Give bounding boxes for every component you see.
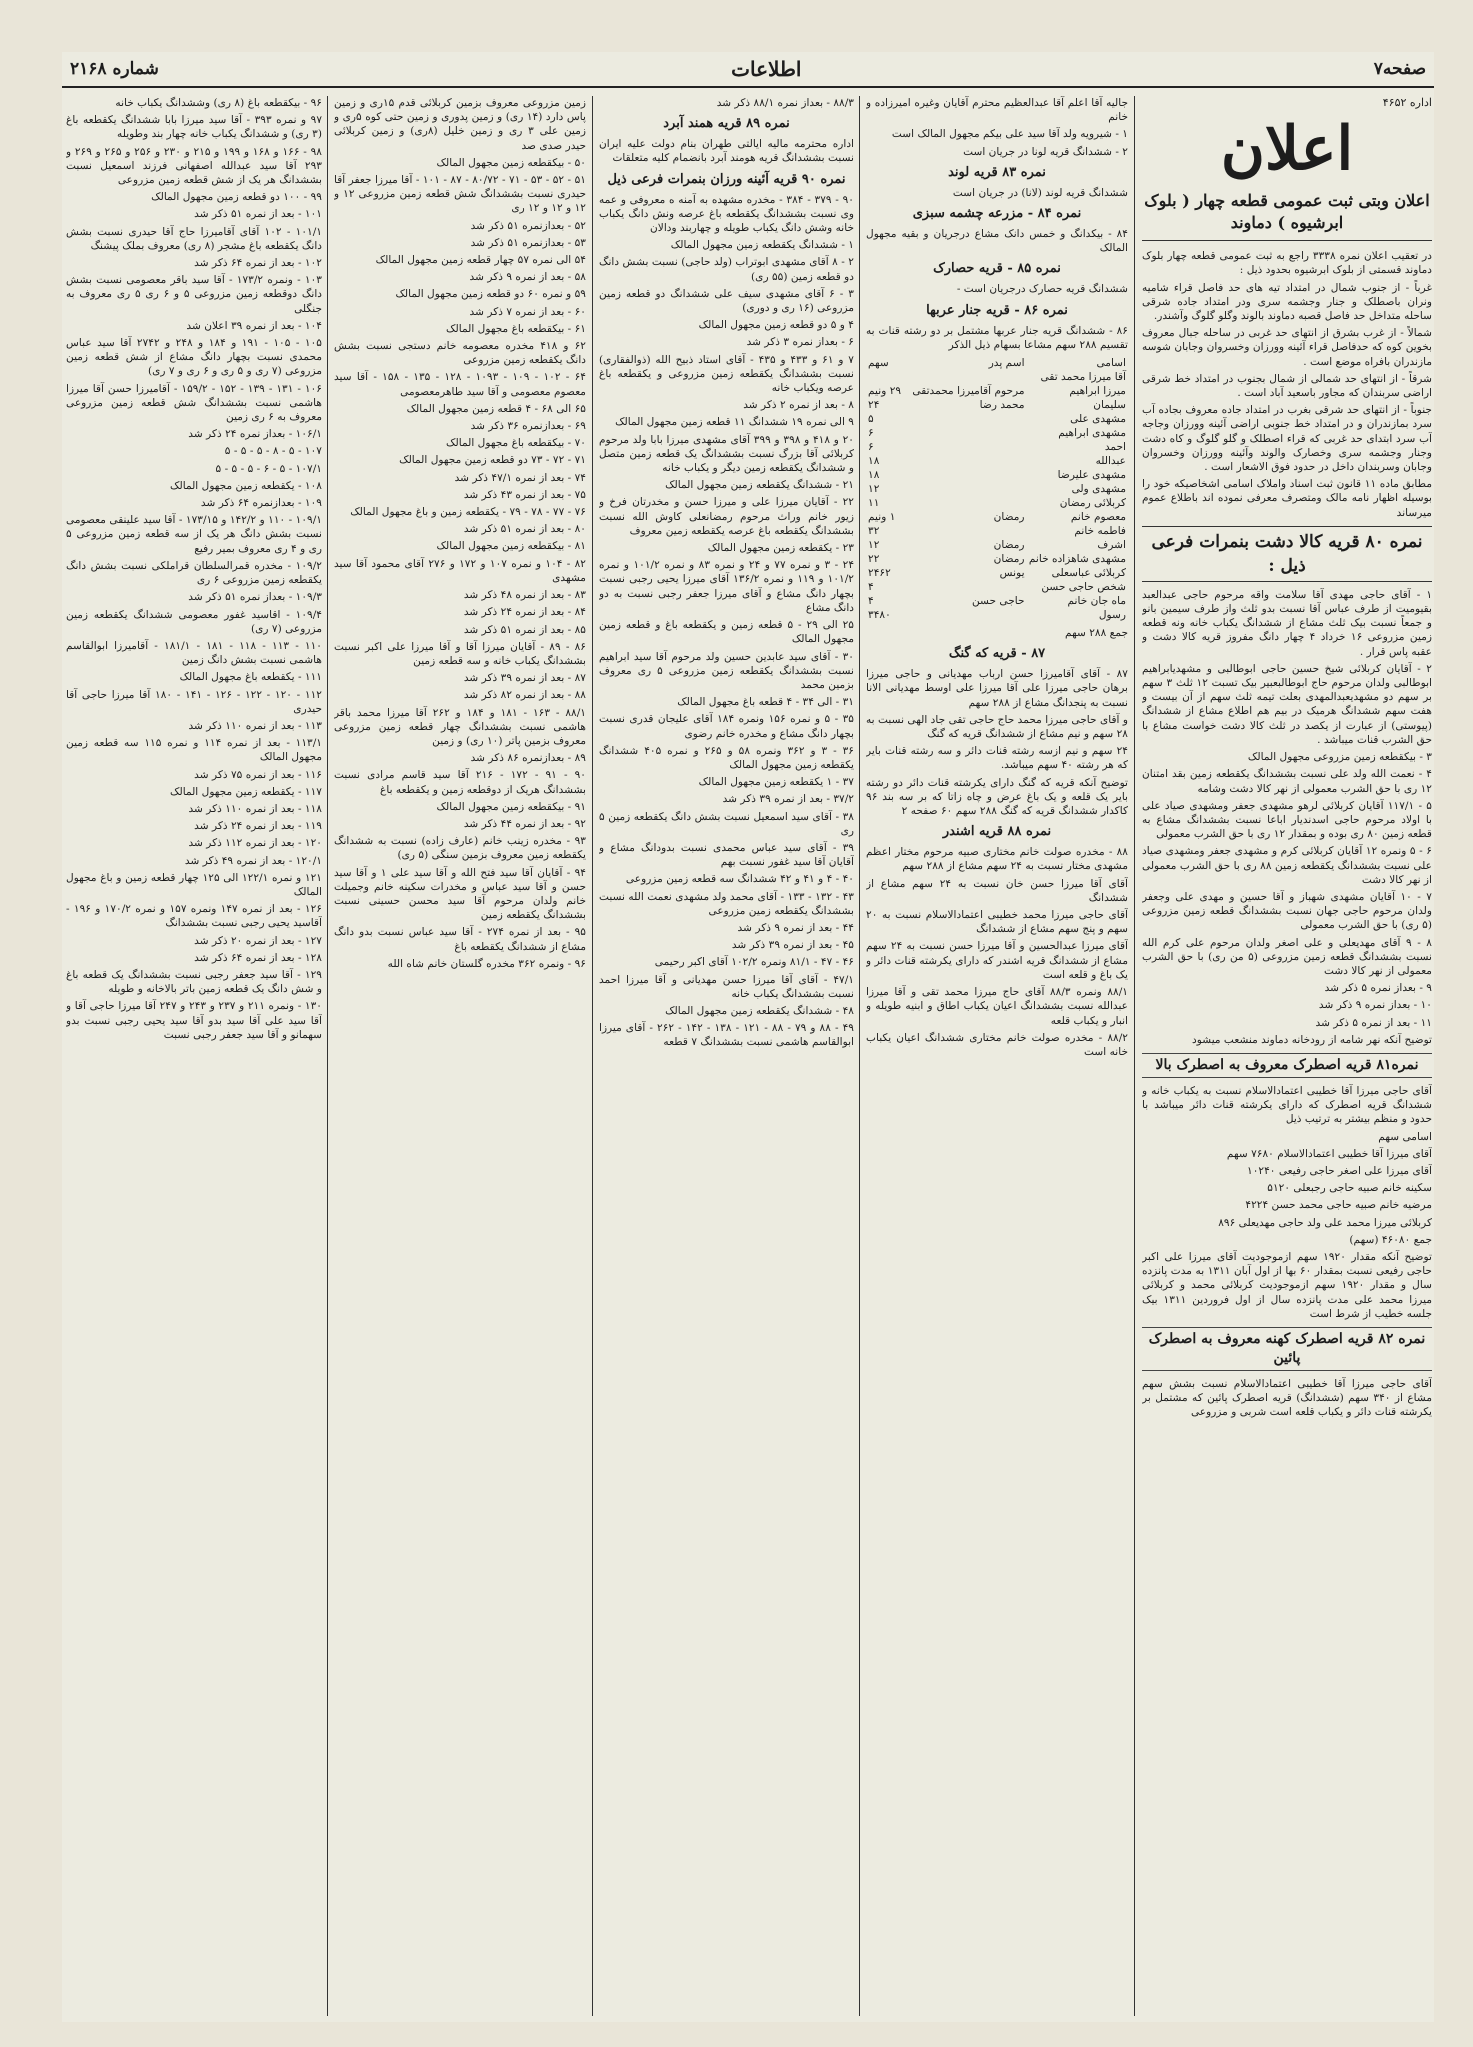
table-header-cell: سهم [868, 357, 889, 370]
table-cell [910, 412, 1027, 426]
list-item: ۳۷/۲ - بعد از نمره ۳۹ ذکر شد [722, 793, 854, 806]
list-item: ۵۴ الی نمره ۵۷ چهار قطعه زمین مجهول المالک [375, 254, 586, 267]
list-item: ۴۷/۱ - آقای آقا میرزا حسن مهدیانی و آقا میرزا احمد نسبت بششدانگ یکباب خانه [599, 973, 854, 1000]
list-item: آقای حاجی میرزا آقا خطیبی اعتمادالاسلام نسبت بشش سهم مشاع از ۳۴۰ سهم (ششدانگ) قریه اصطرک پائین که مشتمل بر یکرشته قنات دائر و یکباب قلعه است شربی و مزروعی [1142, 1378, 1432, 1419]
list-item: ۹۶ - بیکقطعه باغ (۸ ری) وششدانگ یکباب خانه [115, 97, 322, 109]
table-row [866, 440, 1128, 454]
list-item: ۴۰ - ۴ و ۴۱ و ۴۲ ششدانگ سه قطعه زمین مزروعی [625, 873, 854, 886]
advert-number: اداره ۴۶۵۲ [1382, 96, 1432, 109]
list-item: ۸ - ۹ آقای مهدیعلی و علی اصغر ولدان مرحوم علی کرم الله نسبت بششدانگ قطعه زمین مزروعی (۵ من ری) با حق الشرب معمولی از نهر کالا دشت [1142, 936, 1432, 977]
list-item: آقای آقا میرزا حسن خان نسبت به ۲۴ سهم مشاع از ششدانگ [866, 877, 1128, 904]
table-cell: ۳۲ [868, 525, 880, 538]
list-item: ۴ و ۵ دو قطعه زمین مجهول المالک [698, 319, 854, 332]
column-rule [327, 96, 328, 2016]
table-cell: مشهدی علی [1070, 413, 1126, 426]
list-item: توضیح آنکه نهر شامه از رودخانه دماوند منشعب میشود [1192, 1033, 1432, 1046]
section-heading: نمره ۸۸ قریه اشندر [942, 824, 1052, 840]
list-item: ۸۵ - بعد از نمره ۵۱ ذکر شد [463, 623, 586, 636]
list-item: ۷۰ - بیکقطعه باغ مجهول المالک [446, 437, 586, 450]
table-cell: معصوم خانم [1070, 511, 1126, 524]
table-row [866, 482, 1128, 496]
table-row [866, 468, 1128, 482]
table-row [866, 566, 1128, 580]
table-cell [910, 370, 1027, 384]
item-list [66, 96, 322, 1042]
list-item: ۷ و ۶۱ و ۴۳۳ و ۴۳۵ - آقای استاد ذبیح الله (ذوالفقاری) نسبت بششدانگ یکقطعه زمین مزروعی و یکقطعه باغ عرصه ویکباب خانه [599, 353, 854, 395]
column-1 [1142, 96, 1432, 2016]
table-cell: ۱۸ [868, 469, 880, 482]
list-item: ۸۸/۱ ونمره ۸۸/۳ آقای حاج میرزا محمد تقی و آقا میرزا عبدالله نسبت بششدانگ اعیان یکباب اطاق و ابنیه طویله و انبار و یکباب قلعه [866, 986, 1128, 1027]
list-item: ۱۰۵ - ۱۰۵ - ۱۹۱ و ۱۸۴ و ۲۴۸ و ۲۷۴۲ آقا سید عباس محمدی نسبت بچهار دانگ مشاع از شش قطعه زمین مزروعی (۷ ری و ۵ ری و ۶ ری و ۷ ری) [66, 337, 322, 378]
list-item: آقای حاجی میرزا محمد خطیبی اعتمادالاسلام نسبت به ۲۰ سهم و پنج سهم مشاع از ششدانگ [866, 909, 1128, 936]
table-row [866, 398, 1128, 412]
list-item: ۳۹ - آقای سید عباس محمدی نسبت بدودانگ مشاع و آقایان آقا سید غفور نسبت بهم [599, 841, 854, 869]
table-cell: ۱ ونیم [868, 511, 896, 524]
list-item: ۷۶ - ۷۷ - ۷۸ - ۷۹ - یکقطعه زمین و باغ مجهول المالک [350, 506, 586, 519]
list-item: ۱۰۶/۱ - بعداز نمره ۲۴ ذکر شد [188, 428, 322, 441]
table-cell: کربلائی عباسعلی [1051, 567, 1126, 580]
list-item: ۱۲۰ - بعد از نمره ۱۱۲ ذکر شد [188, 837, 322, 850]
section-heading: نمره ۸۵ - قریه حصارک [933, 261, 1061, 277]
list-item: ۸۸/۳ - بعداز نمره ۸۸/۱ ذکر شد [716, 97, 854, 109]
table-cell: ماه جان خانم [1067, 595, 1126, 608]
list-item: ۱۲۹ - آقا سید جعفر رجبی نسبت بششدانگ یک قطعه باغ و شش دانگ یک قطعه زمین باتر بالاخانه و طویله [66, 968, 322, 996]
table-row [866, 538, 1128, 552]
list-item: ۱۰۴ - بعد از نمره ۳۹ اعلان شد [186, 319, 322, 332]
item-list [334, 96, 586, 971]
table-row [866, 496, 1128, 510]
table-cell: ۶ [868, 441, 874, 454]
list-item: ۴۵ - بعد از نمره ۳۹ ذکر شد [731, 939, 854, 952]
list-item: ۳ - بیکقطعه زمین مزروعی مجهول المالک [1247, 751, 1432, 764]
list-item: ۲۳ - یکقطعه زمین مجهول المالک [707, 542, 854, 555]
list-item: آقای میرزا علی اصغر حاجی رفیعی ۱۰۲۴۰ [1247, 1164, 1432, 1177]
list-item: ۹۴ - آقایان آقا سید فتح الله و آقا سید علی ۱ و آقا سید حسن و آقا سید عباس و مخدرات سکینه خانم وجمیلت خانم ولدان مرحوم آقا سید محسن حسینی نسبت بششدانگ یکقطعه زمین [334, 866, 586, 922]
list-item: آقای میرزا آقا خطیبی اعتمادالاسلام ۷۶۸۰ سهم [1226, 1147, 1432, 1160]
list-item: ۹۰ - ۹۱ - ۱۷۲ - ۲۱۶ آقا سید قاسم مرادی نسبت بششدانگ هریک از دوقطعه زمین و یکقطعه باغ [334, 769, 586, 796]
list-item: ۱۰۹ - بعدازنمره ۶۴ ذکر شد [200, 497, 322, 510]
list-item: ۸۹ - بعدازنمره ۸۶ ذکر شد [470, 752, 586, 765]
table-cell [866, 370, 910, 384]
paper-name: اطلاعات [731, 57, 802, 81]
column-rule [1134, 96, 1135, 2016]
list-item: ۹ - بعداز نمره ۵ ذکر شد [1324, 982, 1432, 995]
table-row [866, 510, 1128, 524]
list-item: ۱۰۲ - بعد از نمره ۶۴ ذکر شد [194, 257, 322, 270]
list-item: ۵ - ۱۱۷/۱ آقایان کربلائی لرهو مشهدی جعفر ومشهدی صیاد علی با اولاد مرحوم حاجی اسدندیار اباعا نسبت بششدانگ مشاع به قطعه زمین ۸۰ ری بوده و بمقدار ۱۲ ری با حق الشرب معمولی [1142, 799, 1432, 841]
list-item: ۲ - ۸ آقای مشهدی ابوتراب (ولد حاجی) نسبت بشش دانگ دو قطعه زمین (۵۵ ری) [599, 256, 854, 283]
list-item: ۶ - ۵ ونمره ۱۲ آقایان کربلائی کرم و مشهدی جعفر ومشهدی صیاد علی نسبت بششدانگ یکقطعه زمین ۸۸ ری با حق الشرب معمولی از نهر کالا دشت [1142, 845, 1432, 886]
list-item: ۸۸/۲ - مخدره صولت خانم مختاری ششدانگ اعیان یکباب خانه است [866, 1031, 1128, 1058]
table-cell: مشهدی علیرضا [1057, 469, 1126, 482]
table-cell: اشرف [1097, 539, 1126, 552]
list-item: ۶۴ - ۱۰۲ - ۱۰۹ - ۱۰۹۳ - ۱۲۸ - ۱۳۵ - ۱۵۸ - آقا سید معصوم معصومی و آقا سید طاهرمعصومی [334, 371, 586, 398]
list-item: ۱۰۹/۲ - مخدره قمرالسلطان قراملکی نسبت بشش دانگ یکقطعه زمین مزروعی ۶ ری [66, 559, 322, 587]
table-cell: عبدالله [1095, 455, 1126, 468]
list-item: ۸۸ - بعد از نمره ۸۲ ذکر شد [463, 689, 586, 702]
list-item: ۱۰ - بعداز نمره ۹ ذکر شد [1318, 999, 1432, 1012]
table-row [866, 580, 1128, 594]
list-item: ۱ - آقای حاجی مهدی آقا سلامت واقه مرحوم حاجی عبدالعبد بقیومیت از طرف عباس آقا نسبت بدو ثلث واز طرف سیمین بانو و جمعاً نسبت بیک ثلث مشاع از ششدانگ یکباب خانه ونه قطعه زمین مزروعی ۱۶ خرداد ۴ چهار دانگ مفروز قریه کالا دشت و عقبه پاس قرار . [1142, 588, 1432, 658]
column-rule [592, 96, 593, 2016]
list-item: ۱۱۶ - بعد از نمره ۷۵ ذکر شد [194, 768, 322, 781]
list-item: ۸۱ - بیکقطعه زمین مجهول المالک [436, 540, 586, 553]
table-cell: ۱۲ [868, 539, 880, 552]
newspaper-page [62, 52, 1434, 2022]
intro-paragraph: مطابق ماده ۱۱ قانون ثبت اسناد واملاک اسامی اشخاصیکه خود را بوسیله اظهار نامه مالک ومتصرف معرفی نموده اند باطلاع عموم میرساند [1142, 478, 1432, 519]
list-item: ۶۹ - بعدازنمره ۳۶ ذکر شد [470, 420, 586, 433]
intro-paragraph: غرباً - از جنوب شمال در امتداد تیه های حد فاصل قراء شامیه ونران باصطلک و جنار وجشمه سری ودر امتداد جاده شرقی ساحله متداخل حد فاصل قصبه دماوند بالوند وگلو گلوگ وآشندر. [1142, 281, 1432, 323]
list-item: ۶۵ الی ۶۸ - ۴ قطعه زمین مجهول المالک [406, 402, 586, 415]
table-row [866, 384, 1128, 398]
list-item: ۱۳۰ - ونمره ۲۱۱ و ۲۳۷ و ۲۴۳ و ۲۴۷ آقا میرزا حاجی آقا و آقا سید علی آقا سید بدو آقا سید یحیی رجبی نسبت بدو سهمانو و آقا سید جعفر رجبی نسبت [66, 1000, 322, 1041]
list-item: ششدانگ قریه حصارک درجریان است - [956, 283, 1128, 296]
list-item: ۷۴ - بعد از نمره ۴۷/۱ ذکر شد [454, 471, 586, 484]
table-cell: میرزا ابراهیم [1069, 385, 1126, 398]
table-cell: ۲۲ [868, 553, 880, 566]
section-heading: نمره ۹۰ قریه آئینه ورزان بنمرات فرعی ذیل [607, 171, 846, 187]
item-list [599, 193, 854, 1050]
list-item: ۹۸ - ۱۶۶ و ۱۶۸ و ۱۹۹ و ۲۱۵ و ۲۳۰ و ۲۵۶ و ۲۶۵ و ۲۶۹ و ۲۹۳ آقا سید عبدالله اصفهانی فرزند اسمعیل نسبت بششدانگ هر یک از شش قطعه زمین مزروعی [66, 145, 322, 187]
table-cell: ۳۴۸۰ [868, 609, 891, 622]
list-item: ۸۸/۱ - ۱۶۳ - ۱۸۱ و ۱۸۴ و ۲۶۲ آقا میرزا محمد باقر هاشمی نسبت بششدانگ چهار قطعه زمین مزروعی معروف بزمین پاتر (۱۰ ری) و زمین [334, 706, 586, 747]
intro-paragraph: در تعقیب اعلان نمره ۳۳۳۸ راجع به ثبت عمومی قطعه چهار بلوک دماوند قسمتی از بلوک ابرشیوه بحدود ذیل : [1142, 250, 1432, 277]
list-item: ۱۲۸ - بعد از نمره ۶۴ ذکر شد [194, 951, 322, 964]
list-item: ۱۱ - بعد از نمره ۵ ذکر شد [1315, 1016, 1432, 1029]
table-cell: ۱۸ [868, 455, 880, 468]
list-item: ۸۶ - ۸۹ - آقایان میرزا آقا و آقا میرزا علی اکبر نسبت بششدانگ یکباب خانه و سه قطعه زمین [334, 640, 586, 667]
table-cell: ۲۴۶۲ [868, 567, 891, 580]
list-item: ۱۱۱ - یکقطعه باغ مجهول المالک [179, 671, 322, 684]
section-heading: نمره ۸۹ قریه همند آبرد [663, 116, 790, 132]
table-header-cell: اسم پدر [988, 357, 1025, 370]
list-item: ۱۰۹/۳ - بعداز نمره ۵۱ ذکر شد [188, 591, 322, 604]
list-item: ۲۴ - ۳ و نمره ۷۷ و ۲۴ و نمره ۸۳ و نمره ۱۰۱/۲ و نمره ۱۰۱/۲ و ۱۱۹ و نمره ۱۳۶/۲ آقای میرزا یحیی رجبی نسبت بچهار دانگ مشاع و آقای میرزا جعفر رجبی نسبت به دو دانگ مشاع [599, 559, 854, 614]
list-item: ۸۳ - بعد از نمره ۴۸ ذکر شد [463, 589, 586, 602]
table-row [866, 454, 1128, 468]
list-item: ۱ - شیرویه ولد آقا سید علی بیکم مجهول المالک است [891, 128, 1128, 141]
list-item: ۱۰۶ - ۱۳۱ - ۱۳۹ - ۱۵۲ - ۱۵۹/۲ - آقامیرزا حسن آقا میرزا هاشمی نسبت بششدانگ شش قطعه زمین مزروعی معروف به ۶ ری زمین [66, 382, 322, 424]
list-item: ۲۵ الی ۲۹ - ۵ قطعه زمین و یکقطعه باغ و قطعه زمین مجهول المالک [599, 619, 854, 646]
table-cell: کربلائی رمضان [1059, 497, 1126, 510]
list-item: آقای میرزا عبدالحسین و آقا میرزا حسن نسبت به ۲۴ سهم مشاع از ششدانگ قریه اشندر که دارای یکرشته قنات دائر و یک باغ و قلعه است [866, 940, 1128, 981]
list-item: ۳۵ - ۵ و نمره ۱۵۶ ونمره ۱۸۴ آقای علیجان قدری نسبت بچهار دانگ مشاع و مخدره خانم رضوی [599, 713, 854, 740]
table-cell: حاجی حسن [971, 595, 1025, 608]
section-heading: نمره ۸۴ - مزرعه چشمه سبزی [912, 206, 1082, 222]
table-cell [910, 440, 1027, 454]
list-item: آقای حاجی میرزا آقا خطیبی اعتمادالاسلام نسبت به یکباب خانه و ششدانگ قریه اصطرک که دارای یکرشته قنات دائر میباشد با حدود و منظم بیشتر به ترتیب ذیل [1142, 1084, 1432, 1126]
list-item: ۱۲۱ و نمره ۱۲۲/۱ الی ۱۲۵ چهار قطعه زمین و باغ مجهول المالک [66, 871, 322, 898]
list-item: ۴۹ - ۸۸ و ۷۹ - ۸۸ - ۱۲۱ - ۱۳۸ - ۱۴۲ - ۲۶۲ - آقای میرزا ابوالقاسم هاشمی نسبت بششدانگ ۷ قطعه [599, 1022, 854, 1049]
list-item: ۱۲۶ - بعد از نمره ۱۴۷ ونمره ۱۵۷ و نمره ۱۷۰/۲ و ۱۹۶ - آقاسید یحیی رجبی نسبت بششدانگ [66, 903, 322, 930]
list-item: ۲ - آقایان کربلائی شیخ حسین حاجی ابوطالبی و مشهدیابراهیم ابوطالبی ولدان مرحوم حاج ابوطالبعبیر بیک تسبت ۱۲ ثلث ۳ سهم بر سهم دو مشهدیعبدالمهدی بعلت تیمه ثلث سهم از آن بیست و هفت سهم ششدانگ هرمیک در بیم هم اطلاع مشاع از ششدانگ (پیوستی) از عبارت از یکصد در ثلث کالا دشت خواست مشاع با حق الشرب قنات میباشد . [1142, 662, 1432, 746]
section-heading: نمره ۸۳ قریه لوند [948, 164, 1046, 180]
list-item: سکینه خانم صبیه حاجی رجبعلی ۵۱۲۰ [1267, 1182, 1432, 1195]
list-item: ۸۰ - بعد از نمره ۵۱ ذکر شد [463, 523, 586, 536]
list-item: ۱۰۷/۱ - ۵ - ۶ - ۵ - ۵ - ۵ [215, 462, 322, 475]
column-rule [859, 96, 860, 2016]
masthead [62, 52, 1434, 88]
list-item: ۱۱۸ - بعد از نمره ۱۱۰ ذکر شد [188, 802, 322, 815]
list-item: ۱۰۹/۱ - ۱۱۰ و ۱۴۲/۲ و ۱۷۳/۱۵ - آقا سید علینقی معصومی نسبت بشش دانگ هر یک از سه قطعه زمین مزروعی ۵ ری و ۴ ری معروف بمیر رفیع [66, 514, 322, 555]
column-3 [599, 96, 854, 2016]
list-item: ششدانگ قریه لوند (لانا) در جریان است [952, 186, 1128, 199]
list-item: ۵۳ - بعدازنمره ۵۱ ذکر شد [470, 236, 586, 249]
list-item: ۹۵ - بعد از نمره ۲۷۴ - آقا سید عباس نسبت بدو دانگ مشاع از ششدانگ یکقطعه باغ [334, 926, 586, 953]
section-heading: نمره ۸۲ قریه اصطرک کهنه معروف به اصطرک پائین [1142, 1327, 1432, 1371]
table-cell: شخص حاجی حسن [1041, 581, 1126, 594]
column-5 [66, 96, 322, 2016]
table-cell [910, 426, 1027, 440]
list-item: ۱۱۷ - یکقطعه زمین مجهول المالک [170, 785, 322, 798]
list-item: ۶۱ - بیکقطعه باغ مجهول المالک [446, 322, 586, 335]
list-item: ۸۶ - ششدانگ قریه جنار عربها مشتمل بر دو رشته قنات به تقسیم ۲۸۸ سهم مشاعا بسهام ذیل الذکر [866, 324, 1128, 351]
table-row [866, 608, 1128, 622]
list-item: جمع ۴۶۰۸۰ (سهم) [1349, 1233, 1432, 1246]
table-cell: ۲۴ [868, 399, 880, 412]
issue-number: شماره ۲۱۶۸ [70, 59, 159, 79]
list-item: ۶۲ و ۴۱۸ مخدره معصومه خانم دستجی نسبت بشش دانگ یکقطعه زمین مزروعی [334, 340, 586, 367]
list-item: ۴۶ - ۴۷ - ۸۱/۱ ونمره ۱۰۲/۲ آقای اکبر رحیمی [654, 956, 854, 969]
table-cell [910, 580, 1027, 594]
table-cell [910, 496, 1027, 510]
list-item: و آقای حاجی میرزا محمد حاج حاجی تقی جاد الهی نسبت به ۲۸ سهم و نیم مشاع از ششدانگ قریه که گنگ [866, 713, 1128, 741]
list-item: ۷۵ - بعد از نمره ۴۳ ذکر شد [463, 488, 586, 501]
table-cell: ۴ [868, 595, 874, 608]
owners-total: جمع ۲۸۸ سهم [1065, 627, 1128, 640]
list-item: ۱۱۹ - بعد از نمره ۲۴ ذکر شد [194, 820, 322, 833]
table-cell [910, 482, 1027, 496]
table-cell: ۱۱ [868, 497, 880, 510]
table-cell [910, 524, 1027, 538]
list-item: ۷ - ۱۰ آقایان مشهدی شهباز و آقا حسین و مهدی علی وجعفر ولدان مرحوم حاجی جهان نسبت بششدانگ قطعه زمین مزروعی (۵ ری) با حق الشرب معمولی [1142, 890, 1432, 932]
table-header-cell: اسامی [1096, 357, 1126, 370]
table-row [866, 524, 1128, 538]
table-cell: فاطمه خانم [1074, 525, 1126, 538]
section-heading: نمره ۸۰ قریه کالا دشت بنمرات فرعی ذیل : [1142, 526, 1432, 582]
list-item: توضیح آنکه مقدار ۱۹۲۰ سهم ازموجودیت آقای میرزا علی اکبر حاجی رفیعی نسبت بمقدار ۶۰ بها از اول آبان ۱۳۱۱ به مدت پانزده سال و مقدار ۱۹۲۰ سهم ازموجودیت کربلائی محمد و کربلائی میرزا محمد علی مدت پانزده سال از اول فروردین ۱۳۱۱ بیک جلسه خطیب از شرط است [1142, 1250, 1432, 1320]
list-item: ۳۷ - ۱ یکقطعه زمین مجهول المالک [698, 776, 854, 789]
table-cell: احمد [1104, 441, 1126, 454]
list-item: ۷۱ - ۷۲ - ۷۳ دو قطعه زمین مجهول المالک [399, 454, 586, 467]
intro-paragraph: شرقاً - از انتهای حد شمالی از شمال بجنوب در امتداد خط شرقی اراضی سربندان که مجاور باسعید آباد است . [1142, 372, 1432, 400]
list-item: ۲ - ششدانگ قریه لونا در جریان است [963, 145, 1128, 158]
list-item: ۹۳ - مخدره زینب خانم (عارف زاده) نسبت به ششدانگ یکقطعه زمین معروف بزمین سنگی (۵ ری) [334, 835, 586, 862]
list-item: ۸۷ - بعد از نمره ۳۹ ذکر شد [463, 672, 586, 685]
table-cell [910, 608, 1027, 622]
list-item: زمین مزروعی معروف بزمین کربلائی قدم ۱۵ری و زمین پاس دارد (۱۴ ری) و زمین پدوری و زمین حتی کوه ۵ری و زمین علی ۳ ری و زمین خلیل (۸ری) و زمین کربلائی حیدر صدی صد [334, 97, 586, 152]
list-item: ۵۲ - بعدازنمره ۵۱ ذکر شد [470, 219, 586, 232]
table-cell: سلیمان [1093, 399, 1126, 412]
table-row [866, 426, 1128, 440]
list-item: ۸۸ - مخدره صولت خانم مختاری صبیه مرحوم مختار اعظم مشهدی مختار نسبت به ۲۴ سهم مشاع از ۲۸۸ سهم [866, 846, 1128, 873]
list-item: ۶۰ - بعد از نمره ۷ ذکر شد [469, 305, 586, 318]
table-cell: ۵ [868, 413, 874, 426]
table-cell: مشهدی ابراهیم [1058, 427, 1126, 440]
list-item: ۹۶ - ونمره ۳۶۲ مخدره گلستان خانم شاه الله [387, 957, 586, 970]
advert-subtitle: اعلان وبتی ثبت عمومی قطعه چهار ( بلوک ابرشیوه ) دماوند [1142, 190, 1432, 241]
list-item: ۹۰ - ۳۷۹ - ۳۸۴ - مخدره مشهده به آمنه ه معروفی و عمه وی نسبت بششدانگ یکقطعه باغ عرصه ونش دانگ یکباب خانه وشش دانگ یکباب طویله و چهاربند ودالان [599, 193, 854, 235]
list-item: ۱۰۹/۴ - اقاسید غفور معصومی ششدانگ یکقطعه زمین مزروعی (۷ ری) [66, 608, 322, 635]
table-cell: مشهدی ولی [1071, 483, 1126, 496]
list-item: ۱۱۰ - ۱۱۳ - ۱۱۸ - ۱۸۱ - ۱۸۱/۱ - آقامیرزا ابوالقاسم هاشمی نسبت بشش دانگ زمین [66, 639, 322, 667]
table-cell: مشهدی شاهزاده خانم [1028, 553, 1126, 566]
list-item: اسامی سهم [1378, 1130, 1432, 1143]
list-item: ۴۴ - بعد از نمره ۹ ذکر شد [737, 921, 854, 934]
table-cell [910, 454, 1027, 468]
table-header-row [866, 356, 1128, 370]
list-item: ۱ - ششدانگ یکقطعه زمین مجهول المالک [670, 239, 854, 252]
list-item: توضیح آنکه قریه که گنگ دارای یکرشته قنات دائر دو رشته بایر یک قلعه و یک باغ عرض و چاه زاتا که بر سه بند ۹۶ کاکدار ششدانگ قریه که گنگ ۲۸۸ سهم ۶۰ صفحه ۲ [866, 776, 1128, 818]
list-item: ۹ الی نمره ۱۹ ششدانگ ۱۱ قطعه زمین مجهول المالک [615, 416, 854, 429]
list-item: ۹۱ - بیکقطعه زمین مجهول المالک [436, 800, 586, 813]
table-row [866, 552, 1128, 566]
list-item: ۱۱۳ - بعد از نمره ۱۱۰ ذکر شد [188, 719, 322, 732]
section-heading: نمره ۸۶ - قریه جنار عربها [926, 302, 1068, 318]
advert-title: اعلان [1220, 114, 1354, 185]
list-item: ۹۲ - بعد از نمره ۴۴ ذکر شد [463, 817, 586, 830]
owners-table [866, 356, 1128, 622]
column-2 [866, 96, 1128, 2016]
list-item: ۳۶ - ۳ و ۳۶۲ ونمره ۵۸ و ۲۶۵ و نمره ۴۰۵ ششدانگ یکقطعه زمین مجهول المالک [599, 744, 854, 771]
list-item: ۵۰ - بیکقطعه زمین مجهول المالک [436, 156, 586, 169]
list-item: ۲۴ سهم و نیم ازسه رشته قنات دائر و سه رشته قنات بایر که هر رشته ۴۰ سهم میباشد. [866, 745, 1128, 772]
list-item: ۱۱۳/۱ - بعد از نمره ۱۱۴ و نمره ۱۱۵ سه قطعه زمین مجهول المالک [66, 737, 322, 764]
list-item: ۳۱ - الی ۳۴ - ۴ قطعه باغ مجهول المالک [677, 696, 854, 709]
table-cell: محمد رضا [979, 399, 1025, 412]
list-item: ۱۰۱ - بعد از نمره ۵۱ ذکر شد [194, 208, 322, 221]
list-item: ۵۹ و نمره ۶۰ دو قطعه زمین مجهول المالک [395, 288, 586, 301]
list-item: ۱۲۷ - بعد از نمره ۲۰ ذکر شد [194, 934, 322, 947]
list-item: ۱۰۳ - ونمره ۱۷۳/۲ - آقا سید باقر معصومی نسبت بشش دانگ دوقطعه زمین مزروعی ۵ و ۶ ری ۵ ری معروف به جنگلی [66, 274, 322, 315]
list-item: ۱۱۲ - ۱۲۰ - ۱۲۲ - ۱۲۶ - ۱۴۱ - ۱۸۰ آقا میرزا حاجی آقا حیدری [66, 688, 322, 715]
list-item: ۸ - بعد از نمره ۲ ذکر شد [743, 399, 854, 412]
list-item: ۵۸ - بعد از نمره ۹ ذکر شد [469, 271, 586, 284]
list-item: ۴۸ - ششدانگ یکقطعه زمین مجهول المالک [665, 1004, 854, 1017]
list-item: ۱۰۱/۱ - ۱۰۲ آقای آقامیرزا حاج آقا حیدری نسبت بشش دانگ یکقطعه باغ مشجر (۸ ری) معروف بملک پیشنگ [66, 225, 322, 252]
section-heading: نمره۸۱ قریه اصطرک معروف به اصطرک بالا [1142, 1053, 1432, 1078]
list-item: ۲۱ - ششدانگ یکقطعه زمین مجهول المالک [665, 479, 854, 492]
list-item: مرضیه خانم صبیه حاجی محمد حسن ۴۲۲۴ [1245, 1199, 1432, 1212]
column-4 [334, 96, 586, 2016]
table-row [866, 412, 1128, 426]
list-item: ۹۷ و نمره ۳۹۳ - آقا سید میرزا بابا ششدانگ یکقطعه باغ (۳ ری) و ششدانگ یکباب خانه چهار بند وطویله [66, 114, 322, 141]
list-item: ۳۰ - آقای سید عابدین حسین ولد مرحوم آقا سید ابراهیم نسبت بششدانگ یکقطعه زمین مزروعی ۵ ری معروف بزمین محمد [599, 650, 854, 691]
list-item: ۱۰۸ - یکقطعه زمین مجهول المالک [170, 479, 322, 492]
list-item: ۳ - ۶ آقای مشهدی سیف علی ششدانگ دو قطعه زمین مزروعی (۱۶ ری و دوری) [599, 287, 854, 315]
list-item: ۳۸ - آقای سید اسمعیل نسبت بشش دانگ یکقطعه زمین ۵ ری [599, 810, 854, 837]
list-item: ۱۲۰/۱ - بعد از نمره ۴۹ ذکر شد [184, 854, 322, 867]
list-item: ۲۲ - آقایان میرزا علی و میرزا حسن و مخدرتان فرخ و زیور خانم وراث مرحوم رمضانعلی کاوش الله نسبت بششدانگ یکقطعه باغ عرصه یکقطعه زمین معروف [599, 496, 854, 537]
page-number: صفحه۷ [1373, 59, 1426, 79]
table-row [866, 370, 1128, 384]
table-cell: ۱۲ [868, 483, 880, 496]
table-cell: ۴ [868, 581, 874, 594]
list-item: ۲۰ و ۴۱۸ و ۳۹۸ و ۳۹۹ آقای مشهدی میرزا بابا ولد مرحوم کربلائی آقا بزرگ نسبت بششدانگ یک قطعه زمین متصل و ششدانگ یکقطعه زمین دیگر و یکباب خانه [599, 433, 854, 475]
list-item: ۸۴ - بیکدانگ و خمس دانک مشاع درجریان و بقیه مجهول المالک [866, 228, 1128, 255]
intro-paragraph: شمالاً - از غرب بشرق از انتهای حد غربی در ساحله جبال معروف بخوین کوه که حدفاصل قراء آئینه وورزان وخسروان وجابان شوسه مازندران بافراه موضع است . [1142, 327, 1432, 368]
table-cell: آقا میرزا محمد تقی [1040, 371, 1126, 384]
table-row [866, 594, 1128, 608]
list-item: ۸۷ - آقای آقامیرزا حسن ارباب مهدیانی و حاجی میرزا برهان حاجی میرزا علی آقا میرزا علی اوسط مهدیانی الانا نسبت به پنجدانگ مشاع از ۲۸۸ سهم [866, 668, 1128, 709]
list-item: ۴ - نعمت الله ولد علی نسبت بششدانگ یکقطعه زمین بقد امتنان ۱۲ ری با حق الشرب معمولی از نهر کالا دشت وشامه [1142, 768, 1432, 795]
list-item: ۱۰۷ - ۵ - ۸ - ۵ - ۵ - ۵ [224, 445, 322, 458]
table-cell: رسول [1098, 609, 1126, 622]
table-cell: رمضان [993, 539, 1025, 552]
section-heading: ۸۷ - قریه که گنگ [948, 646, 1046, 662]
table-cell: یونس [999, 567, 1025, 580]
table-cell: ۲۹ ونیم [868, 385, 902, 398]
table-cell [910, 468, 1027, 482]
intro-paragraph: جنوباً - از انتهای حد شرقی بغرب در امتداد جاده معروف بجاده آب سرد بمازندران و در امتداد خط جنوبی اراضی آئینه وورزان وجاجه آب سرد ابتدای حد غربی که قراء اصطلک و گلو گلوگ و کاه دشت وجنار وجشمه سری وخصارک والوند وآئینه وورزان وخسروان وجابان وسربندان داخل در حدود فوق الاشعار است . [1142, 404, 1432, 474]
list-item: ۸۴ - بعد از نمره ۲۴ ذکر شد [463, 606, 586, 619]
list-item: ۶ - بعداز نمره ۳ ذکر شد [746, 336, 854, 349]
list-item: ۵۱ - ۵۲ - ۵۳ - ۷۱ - ۸۰/۷۲ - ۸۷ - ۱۰۱ - آقا میرزا جعفر آقا حیدری نسبت بششدانگ شش قطعه زمین مزروعی ۱۲ و ۱۲ و ۱۲ و ۱۲ ری [334, 174, 586, 215]
list-item: جالیه آقا اعلم آقا عبدالعظیم محترم آقایان وغیره امیرزاده و خانم [866, 97, 1128, 124]
list-item: ۸۲ - ۱۰۴ و نمره ۱۰۷ و ۱۷۲ و ۲۷۶ آقای محمود آقا سید مشهدی [334, 557, 586, 584]
list-item: کربلائی میرزا محمد علی ولد حاجی مهدیعلی ۸۹۶ [1218, 1216, 1432, 1229]
list-item: اداره محترمه مالیه ایالتی طهران بنام دولت علیه ایران نسبت بششدانگ قریه هومند آبرد بانضمام کلیه متعلقات [599, 138, 854, 165]
owners-body [866, 370, 1128, 622]
table-cell: رمضان [993, 511, 1025, 524]
list-item: ۹۹ - ۱۰۰ دو قطعه زمین مجهول المالک [151, 191, 322, 204]
table-cell: ۶ [868, 427, 874, 440]
table-cell: مرحوم آقامیرزا محمدتقی [912, 385, 1025, 398]
list-item: ۴۳ - ۱۳۲ - ۱۳۳ - آقای محمد ولد مشهدی نعمت الله نسبت بششدانگ یکقطعه زمین مزروعی [599, 890, 854, 917]
table-cell: رمضان [993, 553, 1025, 566]
